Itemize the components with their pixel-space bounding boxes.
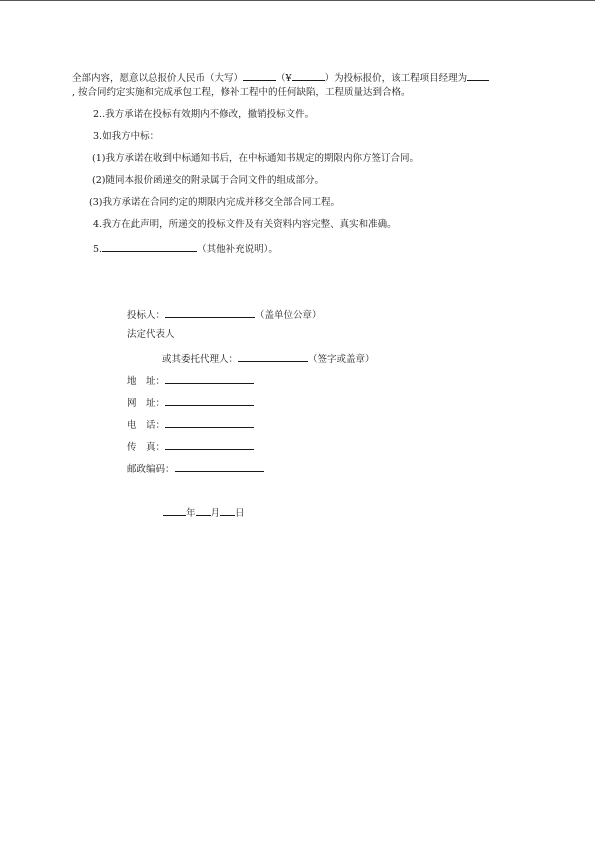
legal-rep-label: 法定代表人 bbox=[127, 329, 175, 340]
website-line bbox=[127, 396, 254, 409]
postcode-blank bbox=[175, 462, 264, 472]
paragraph-line-2: , 按合同约定实施和完成承包工程，修补工程中的任何缺陷，工程质量达到合格。 bbox=[72, 87, 411, 98]
bidder-note: （盖单位公章） bbox=[255, 310, 322, 321]
item-4: 4.我方在此声明，所递交的投标文件及有关资料内容完整、真实和准确。 bbox=[93, 219, 397, 230]
price-number-blank bbox=[292, 71, 325, 81]
bidder-blank bbox=[165, 308, 255, 318]
agent-blank bbox=[238, 352, 308, 362]
postcode-label: 邮政编码： bbox=[127, 464, 175, 475]
item-5 bbox=[93, 242, 278, 255]
phone-blank bbox=[165, 418, 254, 428]
item-3-2: (2)随同本报价函递交的附录属于合同文件的组成部分。 bbox=[92, 175, 324, 186]
project-manager-blank bbox=[467, 71, 489, 81]
manager-intro-text: ）为投标报价，该工程项目经理为 bbox=[324, 73, 468, 84]
year-blank bbox=[163, 506, 186, 516]
address-blank bbox=[165, 374, 254, 384]
phone-line bbox=[127, 418, 254, 431]
paragraph-line-1 bbox=[72, 71, 489, 84]
month-blank bbox=[196, 506, 211, 516]
day-label: 日 bbox=[235, 508, 245, 519]
address-label: 地 址： bbox=[127, 376, 166, 387]
year-label: 年 bbox=[186, 508, 196, 519]
phone-label: 电 话： bbox=[127, 420, 166, 431]
address-line bbox=[127, 374, 254, 387]
item-3-1: (1)我方承诺在收到中标通知书后，在中标通知书规定的期限内你方签订合同。 bbox=[92, 153, 419, 164]
item-2: 2..我方承诺在投标有效期内不修改，撤销投标文件。 bbox=[93, 109, 315, 120]
website-label: 网 址： bbox=[127, 398, 166, 409]
agent-note: （签字或盖章） bbox=[308, 354, 375, 365]
item-5-note: （其他补充说明）。 bbox=[197, 244, 278, 255]
date-line bbox=[163, 506, 245, 519]
bidder-line bbox=[127, 308, 322, 321]
agent-line bbox=[162, 352, 375, 365]
fax-blank bbox=[165, 440, 254, 450]
bidder-label: 投标人： bbox=[127, 310, 166, 321]
price-intro-text: 全部内容，愿意以总报价人民币（大写） bbox=[72, 73, 244, 84]
item-3: 3.如我方中标： bbox=[93, 131, 160, 142]
item-5-blank bbox=[102, 242, 197, 252]
month-label: 月 bbox=[210, 508, 221, 519]
item-3-3: (3)我方承诺在合同约定的期限内完成并移交全部合同工程。 bbox=[89, 197, 340, 208]
price-currency-text: （¥ bbox=[276, 73, 292, 84]
day-blank bbox=[220, 506, 235, 516]
page-top-border bbox=[0, 0, 595, 1]
fax-label: 传 真： bbox=[127, 442, 166, 453]
website-blank bbox=[165, 396, 254, 406]
item-5-number: 5. bbox=[93, 244, 103, 255]
fax-line bbox=[127, 440, 254, 453]
agent-label: 或其委托代理人： bbox=[162, 354, 239, 365]
postcode-line bbox=[127, 462, 264, 475]
price-words-blank bbox=[243, 71, 276, 81]
